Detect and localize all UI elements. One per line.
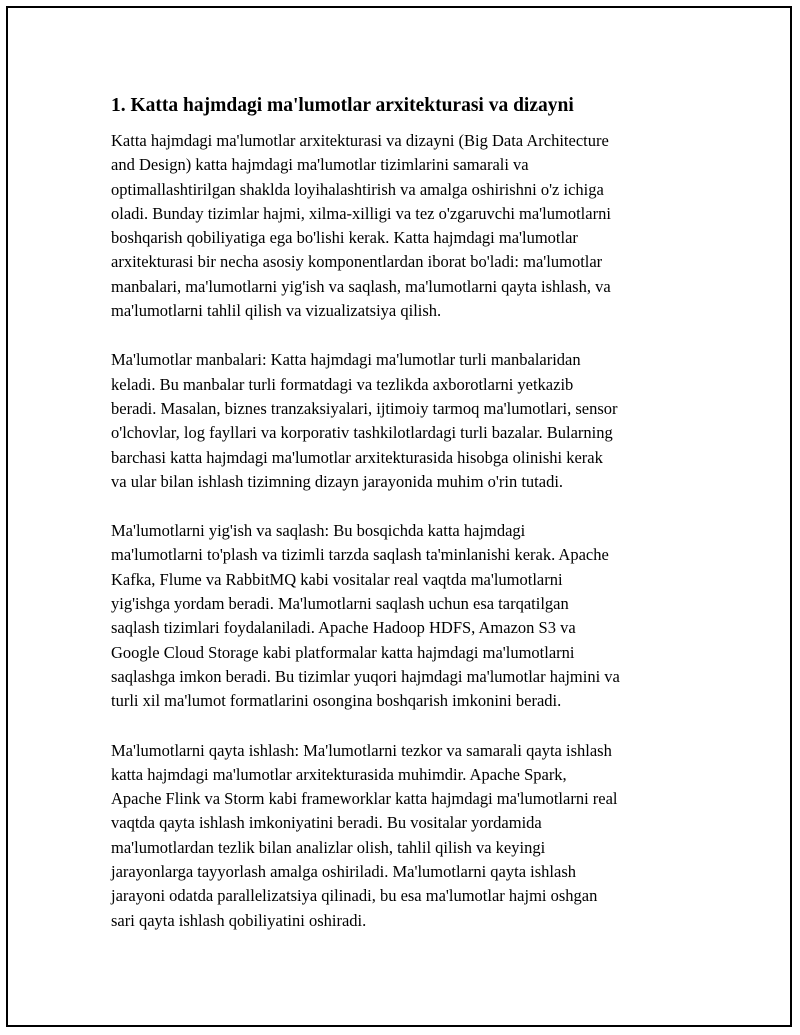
paragraph-line: barchasi katta hajmdagi ma'lumotlar arxitekturasida hisobga olinishi kerak xyxy=(111,447,603,467)
paragraph-collection-storage xyxy=(111,519,691,713)
paragraph-intro xyxy=(111,129,691,323)
paragraph-line: Ma'lumotlarni qayta ishlash: Ma'lumotlarni tezkor va samarali qayta ishlash xyxy=(111,740,612,760)
paragraph-line: jarayonlarga tayyorlash amalga oshiriladi. Ma'lumotlarni qayta ishlash xyxy=(111,862,576,882)
paragraph-line: keladi. Bu manbalar turli formatdagi va tezlikda axborotlarni yetkazib xyxy=(111,374,574,394)
paragraph-line: o'lchovlar, log fayllari va korporativ tashkilotlardagi turli bazalar. Bularning xyxy=(111,423,613,443)
paragraph-line: vaqtda qayta ishlash imkoniyatini beradi. Bu vositalar yordamida xyxy=(111,813,542,833)
paragraph-line: boshqarish qobiliyatiga ega bo'lishi kerak. Katta hajmdagi ma'lumotlar xyxy=(111,228,578,248)
paragraph-line: Apache Flink va Storm kabi frameworklar katta hajmdagi ma'lumotlarni real xyxy=(111,789,618,809)
paragraph-line: Ma'lumotlarni yig'ish va saqlash: Bu bosqichda katta hajmdagi xyxy=(111,521,526,541)
paragraph-line: yig'ishga yordam beradi. Ma'lumotlarni saqlash uchun esa tarqatilgan xyxy=(111,594,569,614)
document-body xyxy=(111,93,691,958)
paragraph-line: optimallashtirilgan shaklda loyihalashtirish va amalga oshirishni o'z ichiga xyxy=(111,179,604,199)
paragraph-line: jarayoni odatda parallelizatsiya qilinadi, bu esa ma'lumotlar hajmi oshgan xyxy=(111,886,598,906)
paragraph-line: Ma'lumotlar manbalari: Katta hajmdagi ma'lumotlar turli manbalaridan xyxy=(111,350,581,370)
paragraph-line: Katta hajmdagi ma'lumotlar arxitekturasi va dizayni (Big Data Architecture xyxy=(111,131,609,150)
section-heading: 1. Katta hajmdagi ma'lumotlar arxitekturasi va dizayni xyxy=(111,95,574,116)
paragraph-line: and Design) katta hajmdagi ma'lumotlar tizimlarini samarali va xyxy=(111,155,529,175)
paragraph-line: ma'lumotlarni tahlil qilish va vizualizatsiya qilish. xyxy=(111,301,442,321)
paragraph-line: oladi. Bunday tizimlar hajmi, xilma-xilligi va tez o'zgaruvchi ma'lumotlarni xyxy=(111,203,611,223)
paragraph-line: arxitekturasi bir necha asosiy komponentlardan iborat bo'ladi: ma'lumotlar xyxy=(111,252,603,272)
paragraph-line: Google Cloud Storage kabi platformalar katta hajmdagi ma'lumotlarni xyxy=(111,642,575,662)
paragraph-line: ma'lumotlarni to'plash va tizimli tarzda saqlash ta'minlanishi kerak. Apache xyxy=(111,545,609,565)
paragraph-line: manbalari, ma'lumotlarni yig'ish va saqlash, ma'lumotlarni qayta ishlash, va xyxy=(111,276,611,296)
paragraph-processing xyxy=(111,739,691,933)
paragraph-line: beradi. Masalan, biznes tranzaksiyalari, ijtimoiy tarmoq ma'lumotlari, sensor xyxy=(111,398,618,418)
paragraph-line: ma'lumotlardan tezlik bilan analizlar olish, tahlil qilish va keyingi xyxy=(111,837,546,857)
paragraph-line: turli xil ma'lumot formatlarini osongina boshqarish imkonini beradi. xyxy=(111,691,562,711)
paragraph-line: katta hajmdagi ma'lumotlar arxitekturasida muhimdir. Apache Spark, xyxy=(111,764,567,784)
paragraph-line: saqlash tizimlari foydalaniladi. Apache Hadoop HDFS, Amazon S3 va xyxy=(111,618,576,638)
paragraph-line: va ular bilan ishlash tizimning dizayn jarayonida muhim o'rin tutadi. xyxy=(111,471,564,491)
paragraph-data-sources xyxy=(111,348,691,494)
paragraph-line: sari qayta ishlash qobiliyatini oshiradi. xyxy=(111,910,367,930)
paragraph-line: saqlashga imkon beradi. Bu tizimlar yuqori hajmdagi ma'lumotlar hajmini va xyxy=(111,666,620,686)
paragraph-line: Kafka, Flume va RabbitMQ kabi vositalar real vaqtda ma'lumotlarni xyxy=(111,569,563,589)
